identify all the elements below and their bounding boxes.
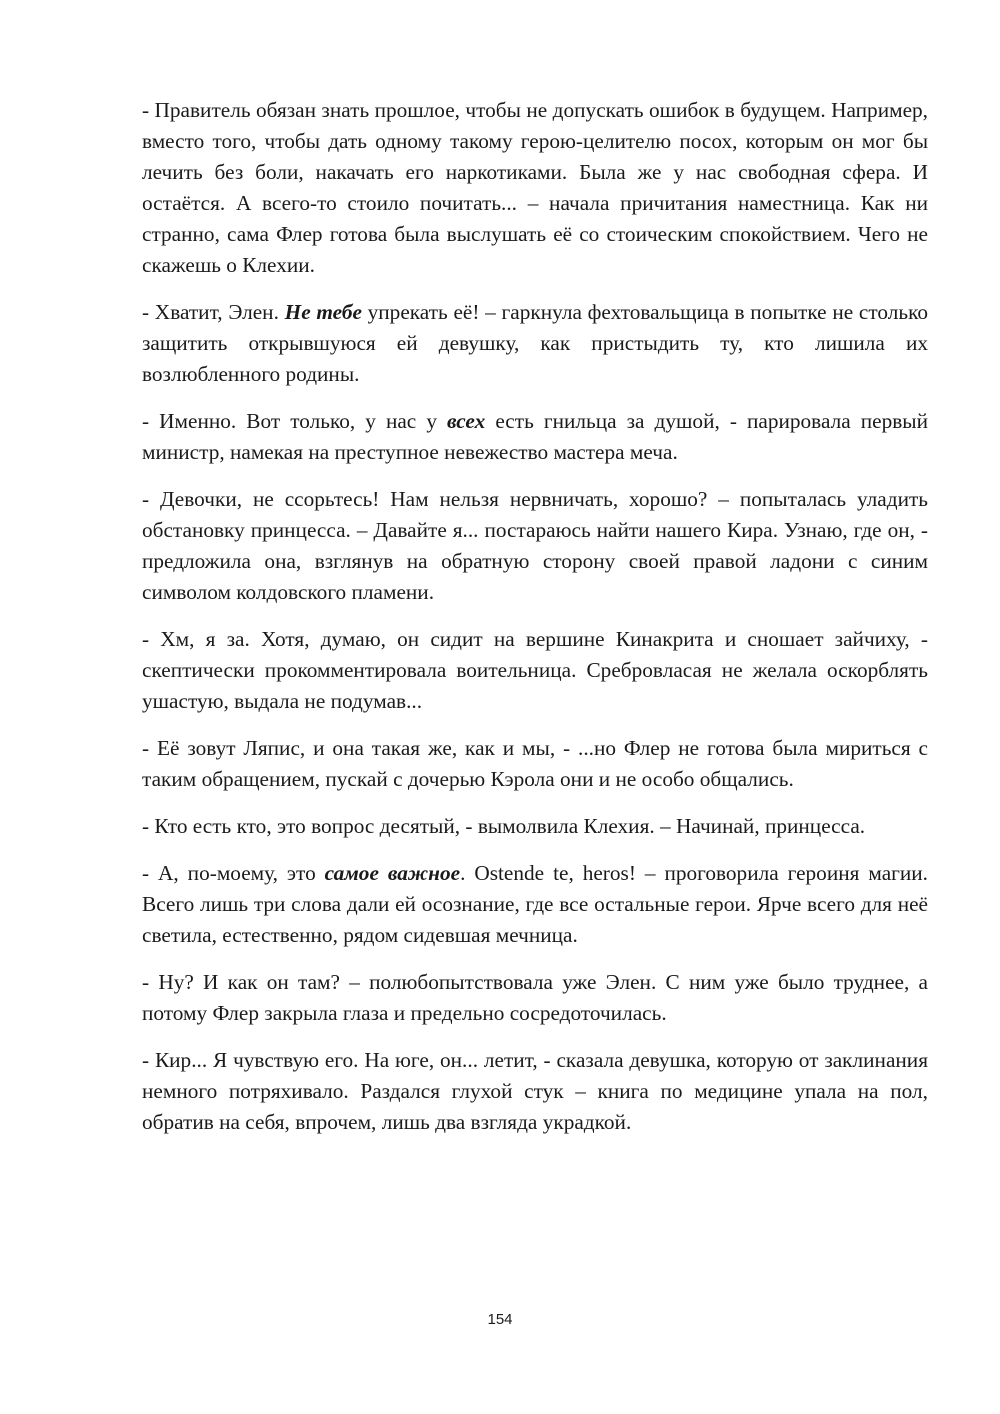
emphasized-text: всех — [447, 409, 486, 433]
text-run: - Её зовут Ляпис, и она такая же, как и мы, - ...но Флер не готова была мириться с таким обращением, пускай с дочерью Кэрола они и не особо общались. — [142, 736, 928, 791]
text-run: - Девочки, не ссорьтесь! Нам нельзя нервничать, хорошо? – попыталась уладить обстановку принцесса. – Давайте я... постараюсь найти нашего Кира. Узнаю, где он, - предложила она, взглянув на обратную сторону своей правой ладони с синим символом колдовского пламени. — [142, 487, 928, 604]
paragraph — [142, 967, 928, 1029]
paragraph — [142, 858, 928, 951]
paragraph — [142, 484, 928, 608]
paragraph — [142, 297, 928, 390]
page-number: 154 — [487, 1311, 513, 1328]
text-run: - Правитель обязан знать прошлое, чтобы не допускать ошибок в будущем. Например, вместо того, чтобы дать одному такому герою-целителю посох, которым он мог бы лечить без боли, накачать его наркотиками. Была же у нас свободная сфера. И остаётся. А всего-то стоило почитать... – начала причитания наместница. Как ни странно, сама Флер готова была выслушать её со стоическим спокойствием. Чего не скажешь о Клехии. — [142, 98, 928, 277]
paragraph — [142, 733, 928, 795]
text-run: - Кто есть кто, это вопрос десятый, - вымолвила Клехия. – Начинай, принцесса. — [142, 814, 866, 838]
text-run: - Хм, я за. Хотя, думаю, он сидит на вершине Кинакрита и сношает зайчиху, - скептически прокомментировала воительница. Сребровласая не желала оскорблять ушастую, выдала не подумав... — [142, 627, 928, 713]
paragraph — [142, 406, 928, 468]
text-run: - Кир... Я чувствую его. На юге, он... летит, - сказала девушка, которую от заклинания немного потряхивало. Раздался глухой стук – книга по медицине упала на пол, обратив на себя, впрочем, лишь два взгляда украдкой. — [142, 1048, 928, 1134]
text-run: - Ну? И как он там? – полюбопытствовала уже Элен. С ним уже было труднее, а потому Флер закрыла глаза и предельно сосредоточилась. — [142, 970, 928, 1025]
paragraph — [142, 1045, 928, 1138]
text-run: - Хватит, Элен. — [142, 300, 285, 324]
paragraph — [142, 95, 928, 281]
text-run: - Именно. Вот только, у нас у — [142, 409, 448, 433]
emphasized-text: самое важное — [324, 861, 461, 885]
text-run: упрекать её! – гаркнула фехтовальщица в попытке не столько защитить открывшуюся ей девушку, как пристыдить ту, кто лишила их возлюбленного родины. — [142, 300, 928, 386]
emphasized-text: Не тебе — [284, 300, 362, 324]
paragraph — [142, 811, 928, 842]
page-text — [142, 95, 928, 1154]
paragraph — [142, 624, 928, 717]
text-run: - А, по-моему, это — [142, 861, 325, 885]
text-run: . Ostende te, heros! – проговорила героиня магии. Всего лишь три слова дали ей осознание, где все остальные герои. Ярче всего для неё светила, естественно, рядом сидевшая мечница. — [142, 861, 928, 947]
text-run: есть гнильца за душой, - парировала первый министр, намекая на преступное невежество мастера меча. — [142, 409, 928, 464]
